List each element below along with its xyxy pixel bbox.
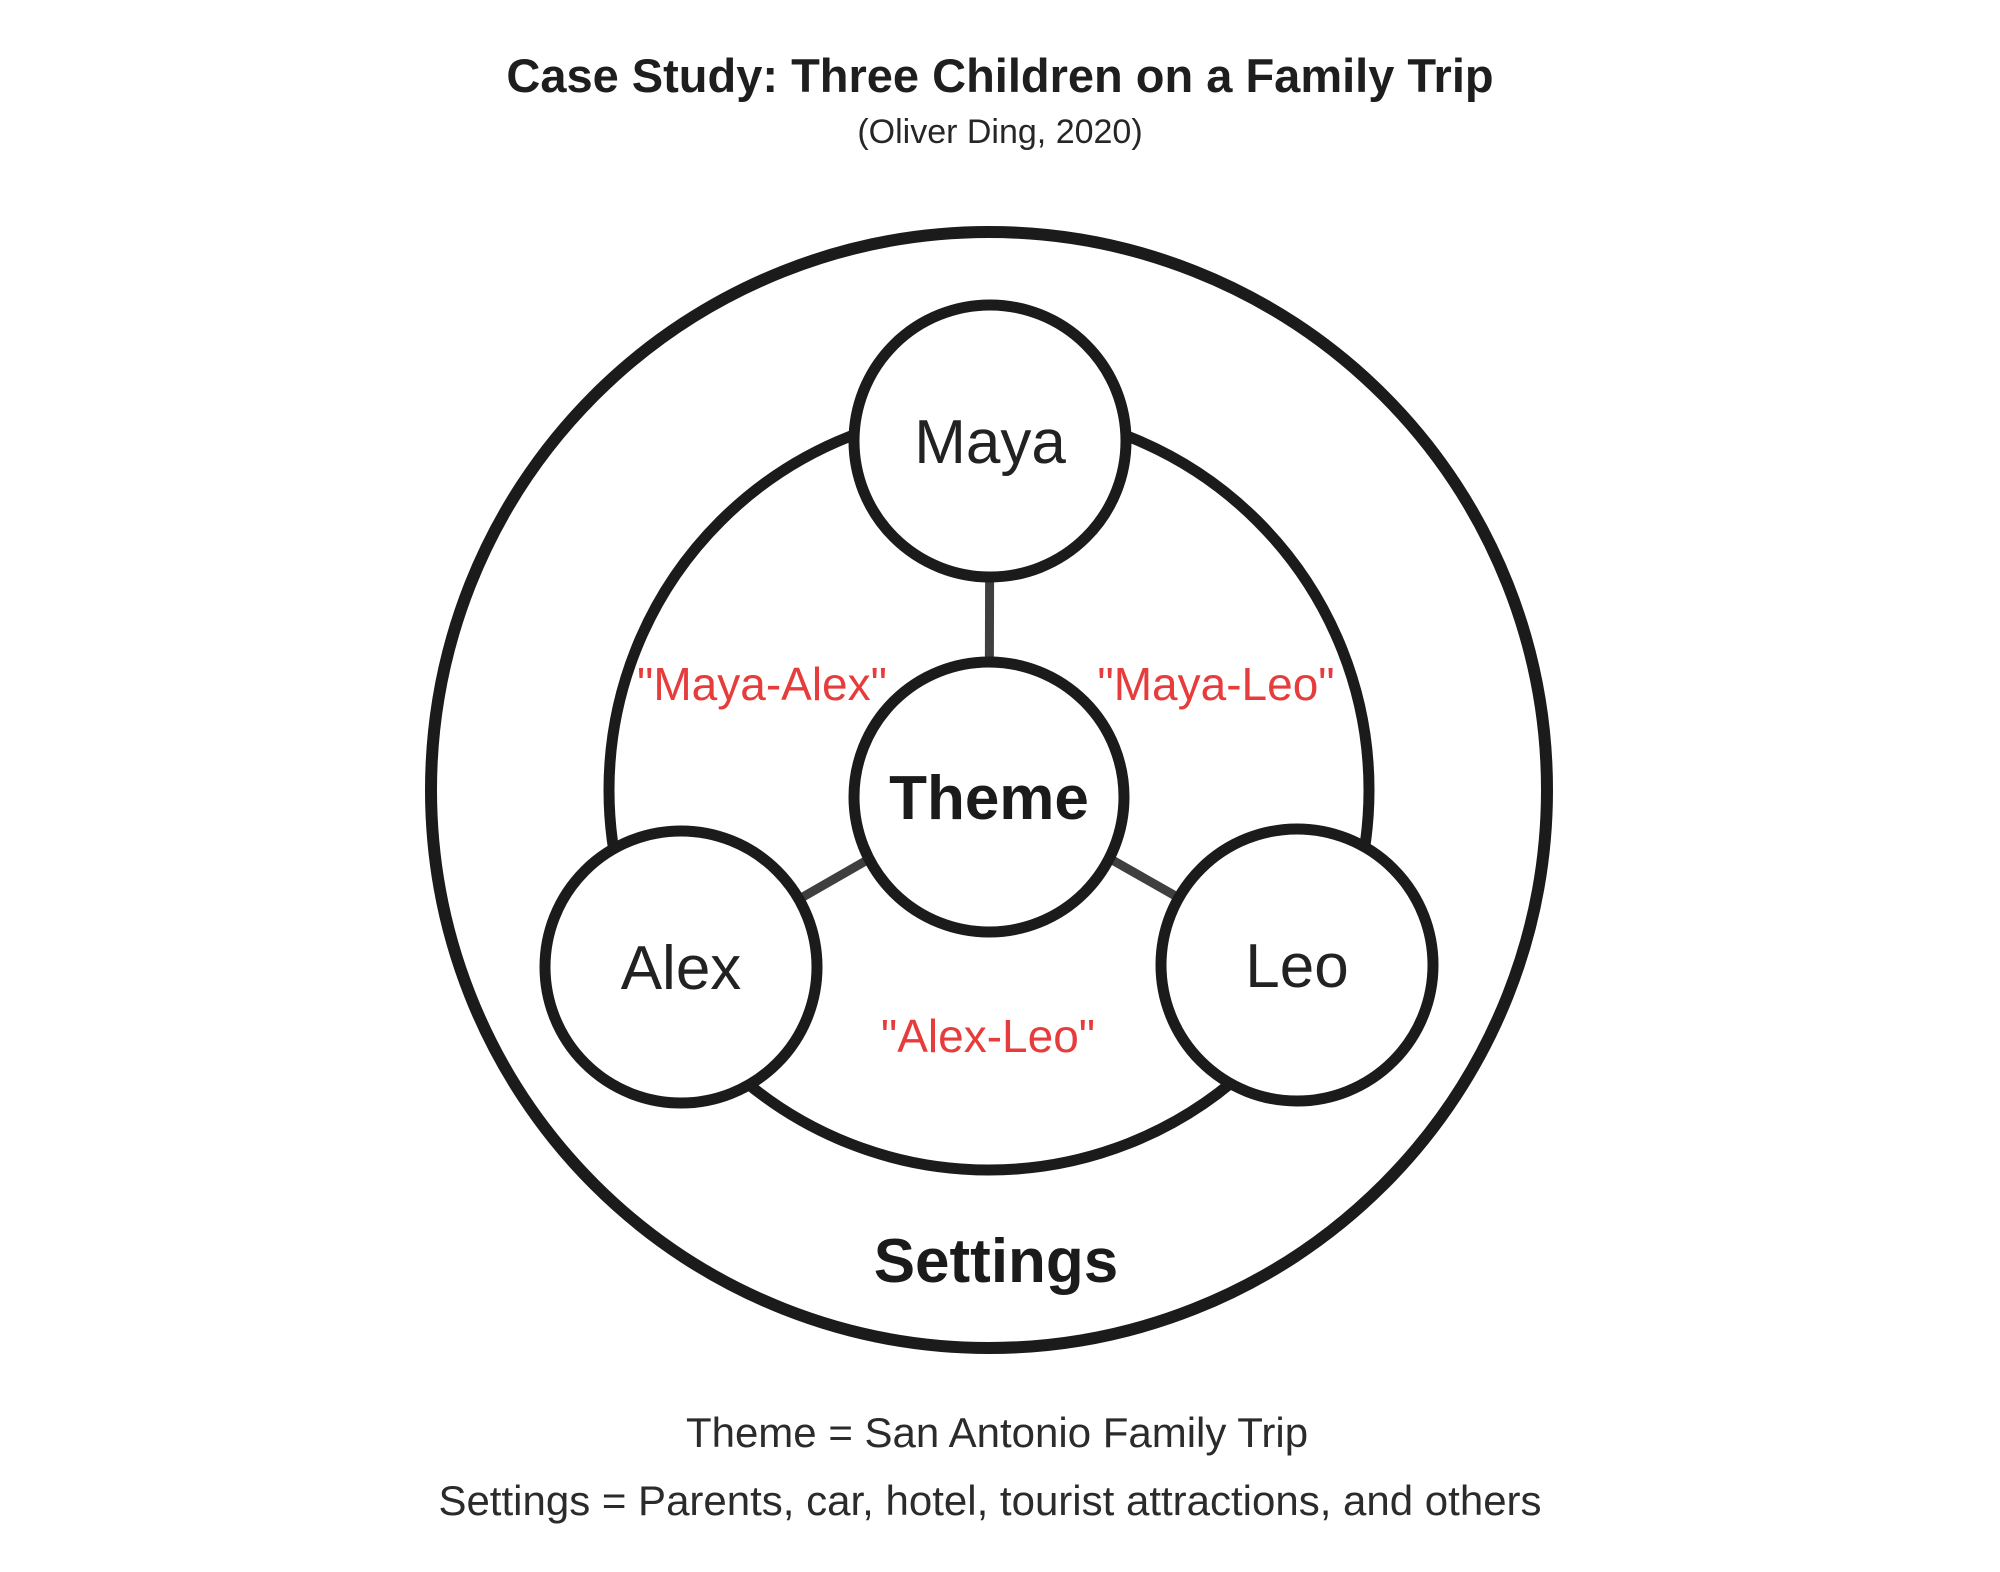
theme-label: Theme — [889, 764, 1089, 833]
leo-label: Leo — [1245, 932, 1349, 1001]
pair-label-maya-alex: "Maya-Alex" — [637, 658, 887, 710]
legend-settings-line: Settings = Parents, car, hotel, tourist attractions, and others — [438, 1477, 1542, 1524]
pair-label-alex-leo: "Alex-Leo" — [880, 1010, 1096, 1062]
settings-label: Settings — [873, 1227, 1119, 1296]
page-subtitle: (Oliver Ding, 2020) — [857, 113, 1143, 151]
alex-label: Alex — [620, 934, 742, 1003]
pair-label-maya-leo: "Maya-Leo" — [1097, 658, 1335, 710]
page-title: Case Study: Three Children on a Family Trip — [506, 49, 1494, 102]
maya-label: Maya — [914, 408, 1066, 477]
legend-theme-line: Theme = San Antonio Family Trip — [685, 1409, 1309, 1456]
